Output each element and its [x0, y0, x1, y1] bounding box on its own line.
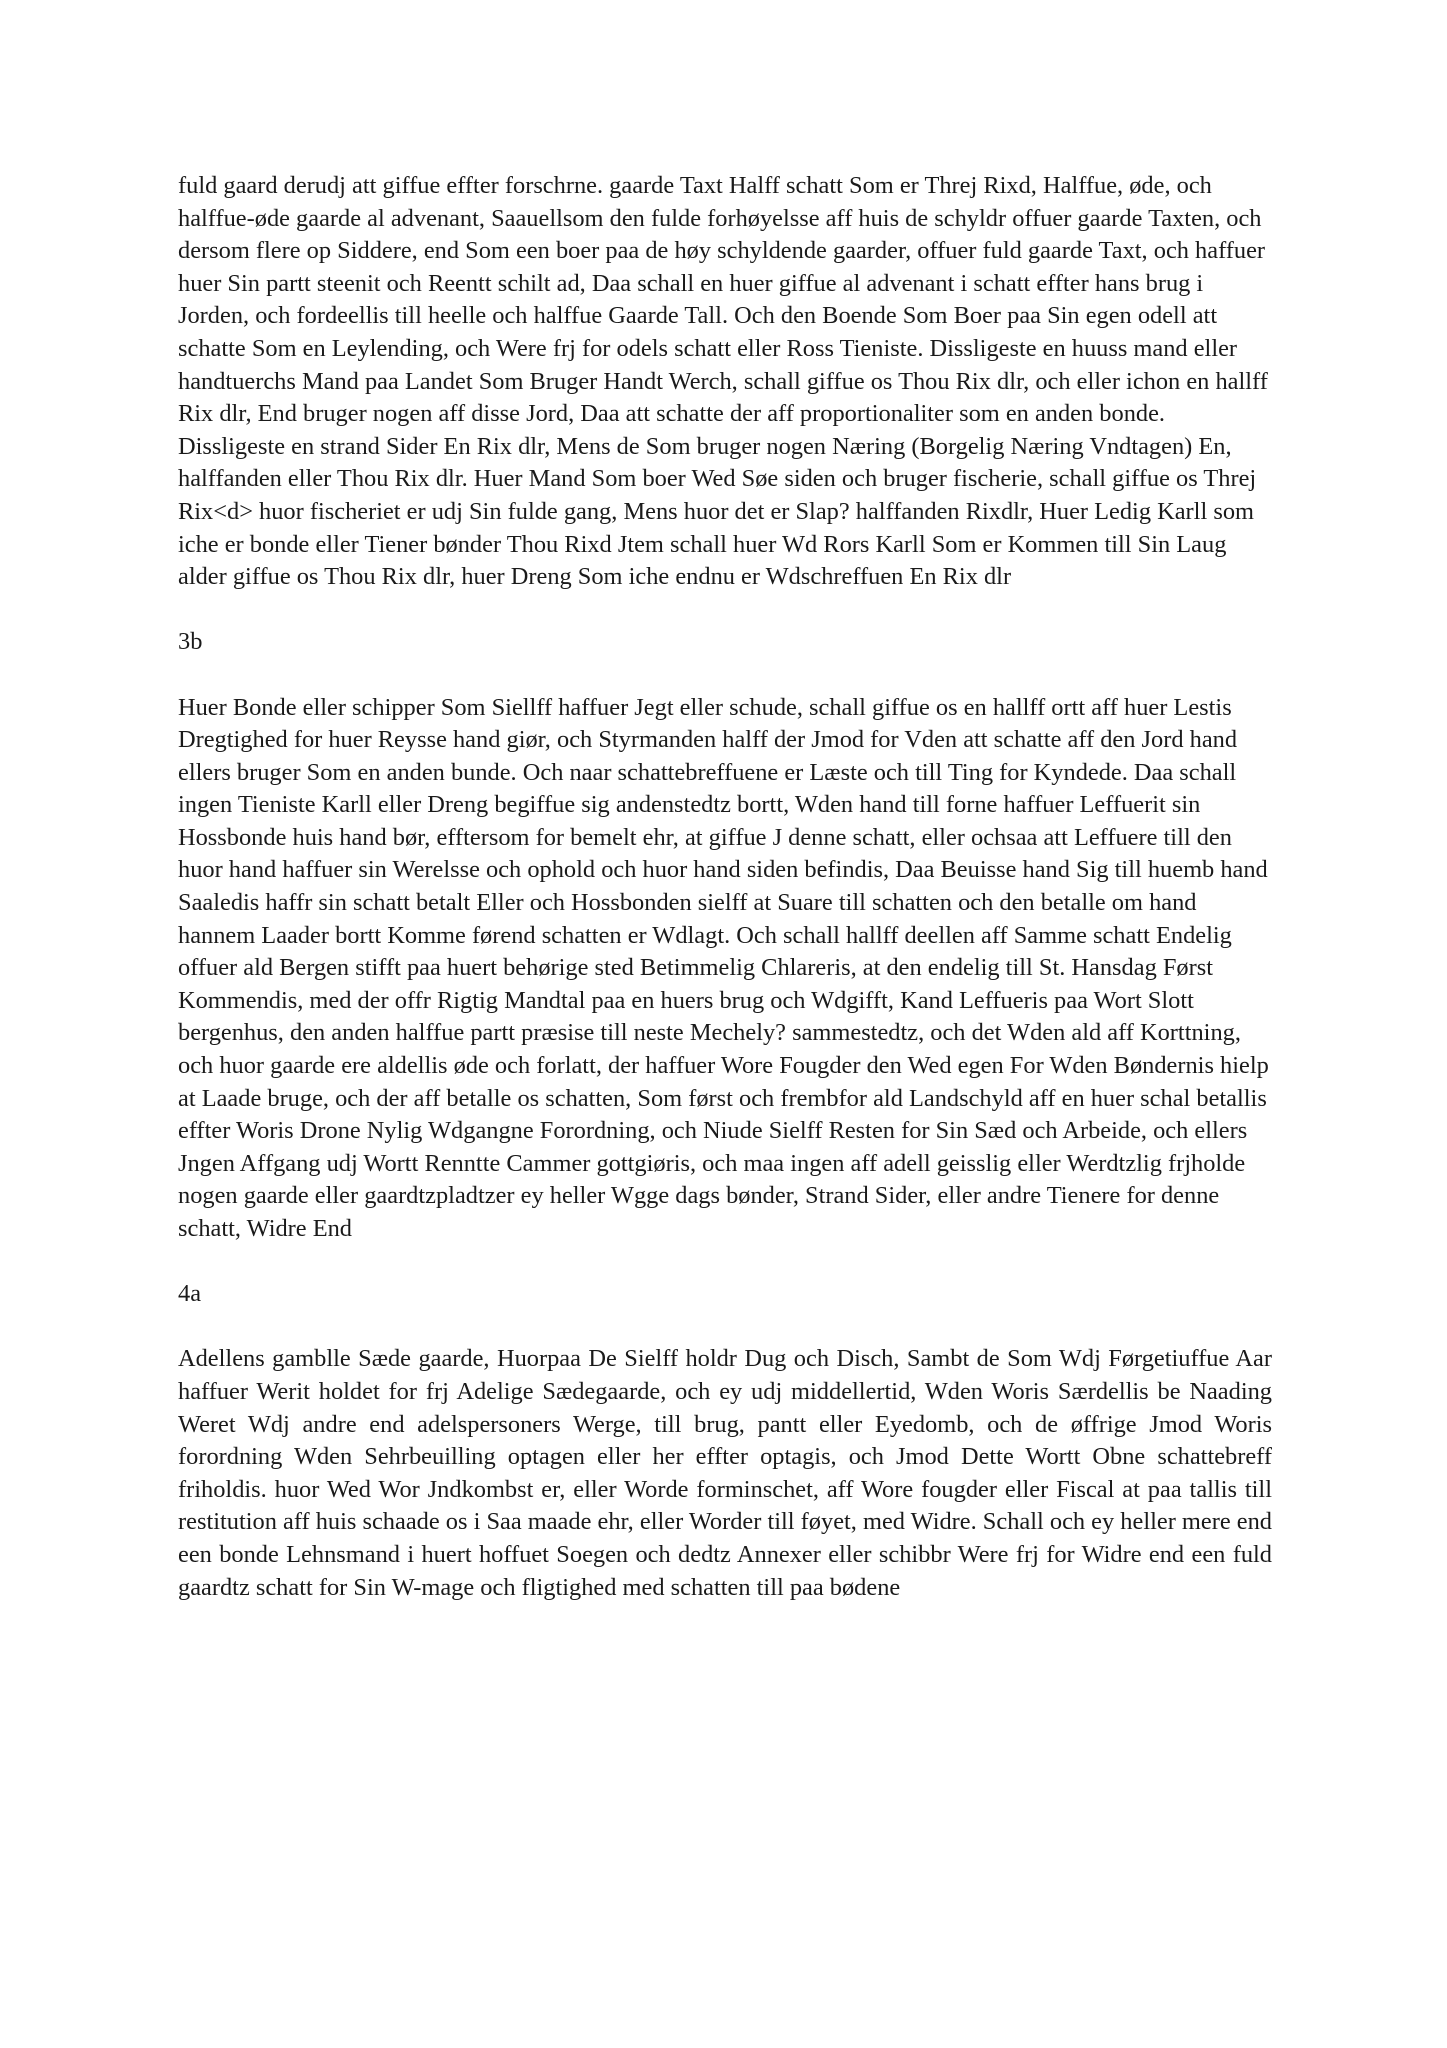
paragraph-gap: [178, 659, 1272, 692]
section-3-label: 4a: [178, 1280, 202, 1308]
section-1-text: fuld gaard derudj att giffue effter forschrne. gaarde Taxt Halff schatt Som er Threj Rixd, Halffue, øde, och halffue-øde gaarde al advenant, Saauellsom den fulde forhøyelsse aff huis de schyldr offuer gaarde Taxten, och dersom flere op Siddere, end Som een boer paa de høy schyldende gaarder, offuer fuld gaarde Taxt, och haffuer huer Sin partt steenit och Reentt schilt ad, Daa schall en huer giffue al advenant i schatt effter hans brug i Jorden, och fordeellis till heelle och halffue Gaarde Tall. Och den Boende Som Boer paa Sin egen odell att schatte Som en Leylending, och Were frj for odels schatt eller Ross Tieniste. Dissligeste en huuss mand eller handtuerchs Mand paa Landet Som Bruger Handt Werch, schall giffue os Thou Rix dlr, och eller ichon en hallff Rix dlr, End bruger nogen aff disse Jord, Daa att schatte der aff proportionaliter som en anden bonde. Dissligeste en strand Sider En Rix dlr, Mens de Som bruger nogen Næring (Borgelig Næring Vndtagen) En, halffanden eller Thou Rix dlr. Huer Mand Som boer Wed Søe siden och bruger fischerie, schall giffue os Threj Rix<d> huor fischeriet er udj Sin fulde gang, Mens huor det er Slap? halffanden Rixdlr, Huer Ledig Karll som iche er bonde eller Tiener bønder Thou Rixd Jtem schall huer Wd Rors Karll Som er Kommen till Sin Laug alder giffue os Thou Rix dlr, huer Dreng Som iche endnu er Wdschreffuen En Rix dlr: [178, 172, 1268, 591]
section-3-text: Adellens gamblle Sæde gaarde, Huorpaa De Sielff holdr Dug och Disch, Sambt de Som Wdj Førgetiuffue Aar haffuer Werit holdet for frj Adelige Sædegaarde, och ey udj middellertid, Wden Woris Særdellis be Naading Weret Wdj andre end adelspersoners Werge, till brug, pantt eller Eyedomb, och de øffrige Jmod Woris forordning Wden Sehrbeuilling optagen eller her effter optagis, och Jmod Dette Wortt Obne schattebreff friholdis. huor Wed Wor Jndkombst er, eller Worde forminschet, aff Wore fougder eller Fiscal at paa tallis till restitution aff huis schaade os i Saa maade ehr, eller Worder till føyet, med Widre. Schall och ey heller mere end een bonde Lehnsmand i huert hoffuet Soegen och dedtz Annexer eller schibbr Were frj for Widre end een fuld gaardtz schatt for Sin W-mage och fligtighed med schatten till paa bødene: [178, 1345, 1272, 1601]
section-2-label: 3b: [178, 628, 203, 656]
document-page: [178, 170, 1272, 1604]
section-2-text: Huer Bonde eller schipper Som Siellff haffuer Jegt eller schude, schall giffue os en hallff ortt aff huer Lestis Dregtighed for huer Reysse hand giør, och Styrmanden halff der Jmod for Vden att schatte aff den Jord hand ellers bruger Som en anden bunde. Och naar schattebreffuene er Læste och till Ting for Kyndede. Daa schall ingen Tieniste Karll eller Dreng begiffue sig andenstedtz bortt, Wden hand till forne haffuer Leffuerit sin Hossbonde huis hand bør, efftersom for bemelt ehr, at giffue J denne schatt, eller ochsaa att Leffuere till den huor hand haffuer sin Werelsse och ophold och huor hand siden befindis, Daa Beuisse hand Sig till huemb hand Saaledis haffr sin schatt betalt Eller och Hossbonden sielff at Suare till schatten och den betalle om hand hannem Laader bortt Komme førend schatten er Wdlagt. Och schall hallff deellen aff Samme schatt Endelig offuer ald Bergen stifft paa huert behørige sted Betimmelig Chlareris, at den endelig till St. Hansdag Først Kommendis, med der offr Rigtig Mandtal paa en huers brug och Wdgifft, Kand Leffueris paa Wort Slott bergenhus, den anden halffue partt præsise till neste Mechely? sammestedtz, och det Wden ald aff Korttning, och huor gaarde ere aldellis øde och forlatt, der haffuer Wore Fougder den Wed egen For Wden Bøndernis hielp at Laade bruge, och der aff betalle os schatten, Som først och frembfor ald Landschyld aff en huer schal betallis effter Woris Drone Nylig Wdgangne Forordning, och Niude Sielff Resten for Sin Sæd och Arbeide, och ellers Jngen Affgang udj Wortt Renntte Cammer gottgiøris, och maa ingen aff adell geisslig eller Werdtzlig frjholde nogen gaarde eller gaardtzpladtzer ey heller Wgge dags bønder, Strand Sider, eller andre Tienere for denne schatt, Widre End: [178, 693, 1269, 1242]
paragraph-gap: [178, 594, 1272, 627]
paragraph-gap: [178, 1311, 1272, 1344]
paragraph-gap: [178, 1246, 1272, 1279]
